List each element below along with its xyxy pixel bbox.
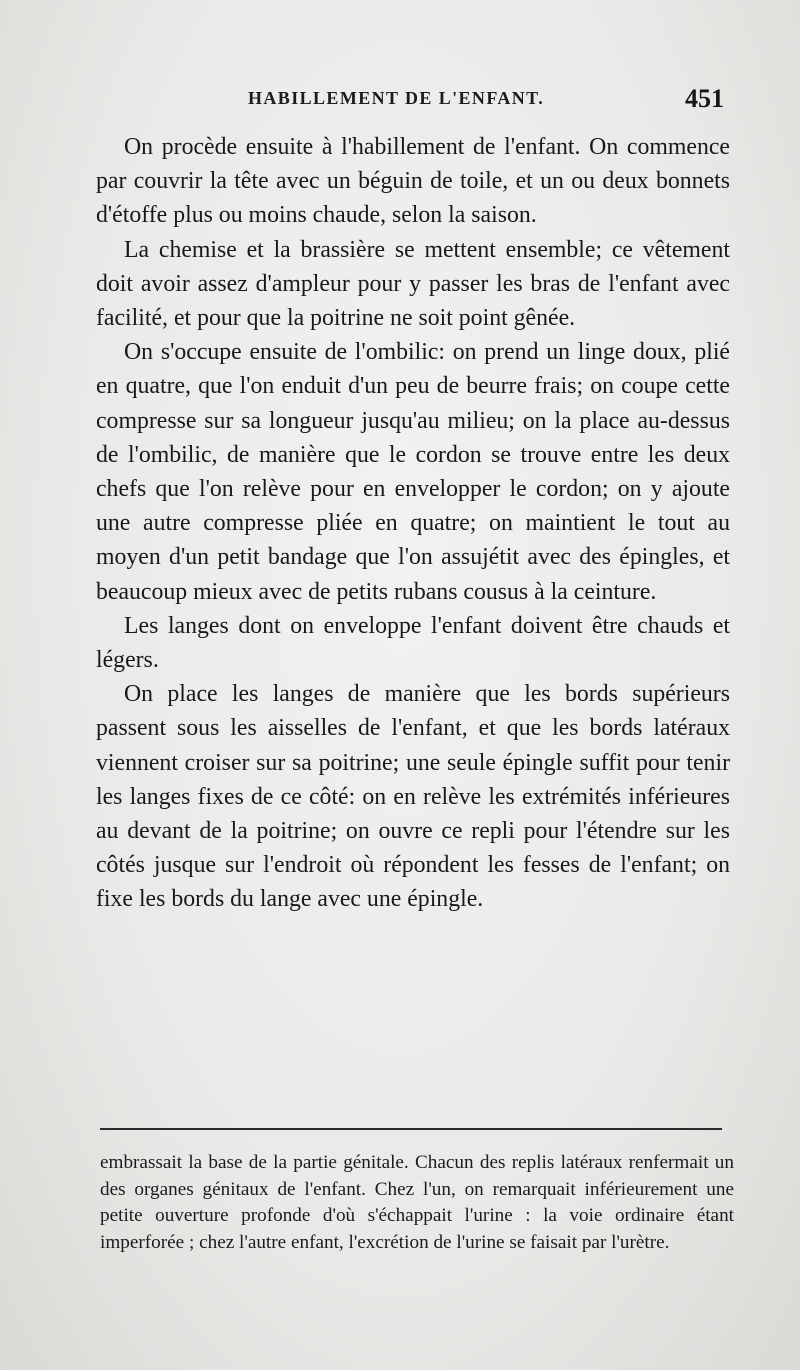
paragraph-chemise: La chemise et la brassière se mettent ensemble; ce vêtement doit avoir assez d'ampleur pour y passer les bras de l'enfant avec facilité, et pour que la poitrine ne soit point gênée. — [96, 236, 730, 332]
footnote-text: embrassait la base de la partie génitale. Chacun des replis latéraux renfermait un des organes génitaux de l'enfant. Chez l'un, on remarquait inférieurement une petite ouverture profonde d'où s'échappait l'urine : la voie ordinaire étant imperforée ; chez l'autre enfant, l'excrétion de l'urine se faisait par l'urètre. — [100, 1152, 734, 1253]
paragraph-placement-langes: On place les langes de manière que les bords supérieurs passent sous les aisselles de l'enfant, et que les bords latéraux viennent croiser sur sa poitrine; une seule épingle suffit pour tenir les langes fixes de ce côté: on en relève les extrémités inférieures au devant de la poitrine; on ouvre ce repli pour l'étendre sur les côtés jusque sur l'endroit où répondent les fesses de l'enfant; on fixe les bords du lange avec une épingle. — [96, 681, 730, 913]
page-number: 451 — [685, 84, 724, 113]
main-text — [96, 130, 730, 917]
page-header — [248, 84, 728, 118]
paragraph-langes: Les langes dont on enveloppe l'enfant doivent être chauds et légers. — [96, 612, 730, 674]
paragraph-habillement: On procède ensuite à l'habillement de l'enfant. On commence par couvrir la tête avec un béguin de toile, et un ou deux bonnets d'étoffe plus ou moins chaude, selon la saison. — [96, 134, 730, 229]
running-head: HABILLEMENT DE L'ENFANT. — [248, 88, 545, 108]
footnote-divider — [100, 1128, 722, 1130]
footnote — [100, 1150, 734, 1256]
paragraph-ombilic: On s'occupe ensuite de l'ombilic: on prend un linge doux, plié en quatre, que l'on enduit d'un peu de beurre frais; on coupe cette compresse sur sa longueur jusqu'au milieu; on la place au-dessus de l'ombilic, de manière que le cordon se trouve entre les deux chefs que l'on relève pour en envelopper le cordon; on y ajoute une autre compresse pliée en quatre; on maintient le tout au moyen d'un petit bandage que l'on assujétit avec des épingles, et beaucoup mieux avec de petits rubans cousus à la ceinture. — [96, 339, 730, 605]
